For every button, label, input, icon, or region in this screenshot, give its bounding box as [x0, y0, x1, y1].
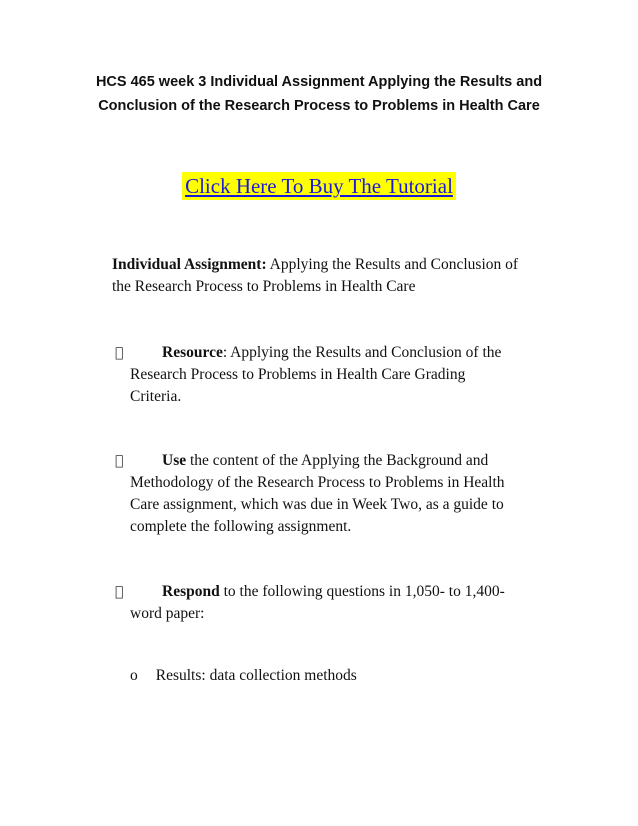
bullet-icon — [115, 581, 123, 603]
use-line-2: Methodology of the Research Process to Problems in Health — [130, 474, 505, 491]
intro-paragraph — [112, 254, 518, 298]
sub-list-item — [130, 665, 357, 687]
sub-item-text: Results: data collection methods — [155, 667, 357, 684]
use-line-4: complete the following assignment. — [130, 518, 352, 535]
respond-line-2: word paper: — [130, 605, 205, 622]
document-title — [60, 70, 578, 118]
bullet-icon — [115, 342, 123, 364]
resource-paragraph — [130, 342, 501, 408]
bullet-icon — [115, 450, 123, 472]
resource-line-3: Criteria. — [130, 388, 182, 405]
use-label: Use — [162, 452, 187, 469]
intro-line-1: Applying the Results and Conclusion of — [266, 256, 519, 273]
sub-item-marker: o — [130, 667, 138, 684]
intro-line-2: the Research Process to Problems in Health Care — [112, 278, 416, 295]
use-line-3: Care assignment, which was due in Week Two, as a guide to — [130, 496, 504, 513]
title-line-2: Conclusion of the Research Process to Problems in Health Care — [98, 98, 540, 114]
resource-line-2: Research Process to Problems in Health Care Grading — [130, 366, 466, 383]
buy-link-container — [0, 172, 638, 200]
use-line-1: the content of the Applying the Background and — [186, 452, 489, 469]
respond-paragraph — [130, 581, 505, 625]
buy-tutorial-link[interactable]: Click Here To Buy The Tutorial — [182, 172, 456, 200]
respond-line-1: to the following questions in 1,050- to 1,400- — [219, 583, 505, 600]
use-paragraph — [130, 450, 505, 538]
resource-line-1: : Applying the Results and Conclusion of the — [222, 344, 502, 361]
intro-label: Individual Assignment: — [112, 256, 267, 273]
title-line-1: HCS 465 week 3 Individual Assignment Applying the Results and — [95, 74, 543, 90]
resource-label: Resource — [162, 344, 223, 361]
respond-label: Respond — [162, 583, 220, 600]
